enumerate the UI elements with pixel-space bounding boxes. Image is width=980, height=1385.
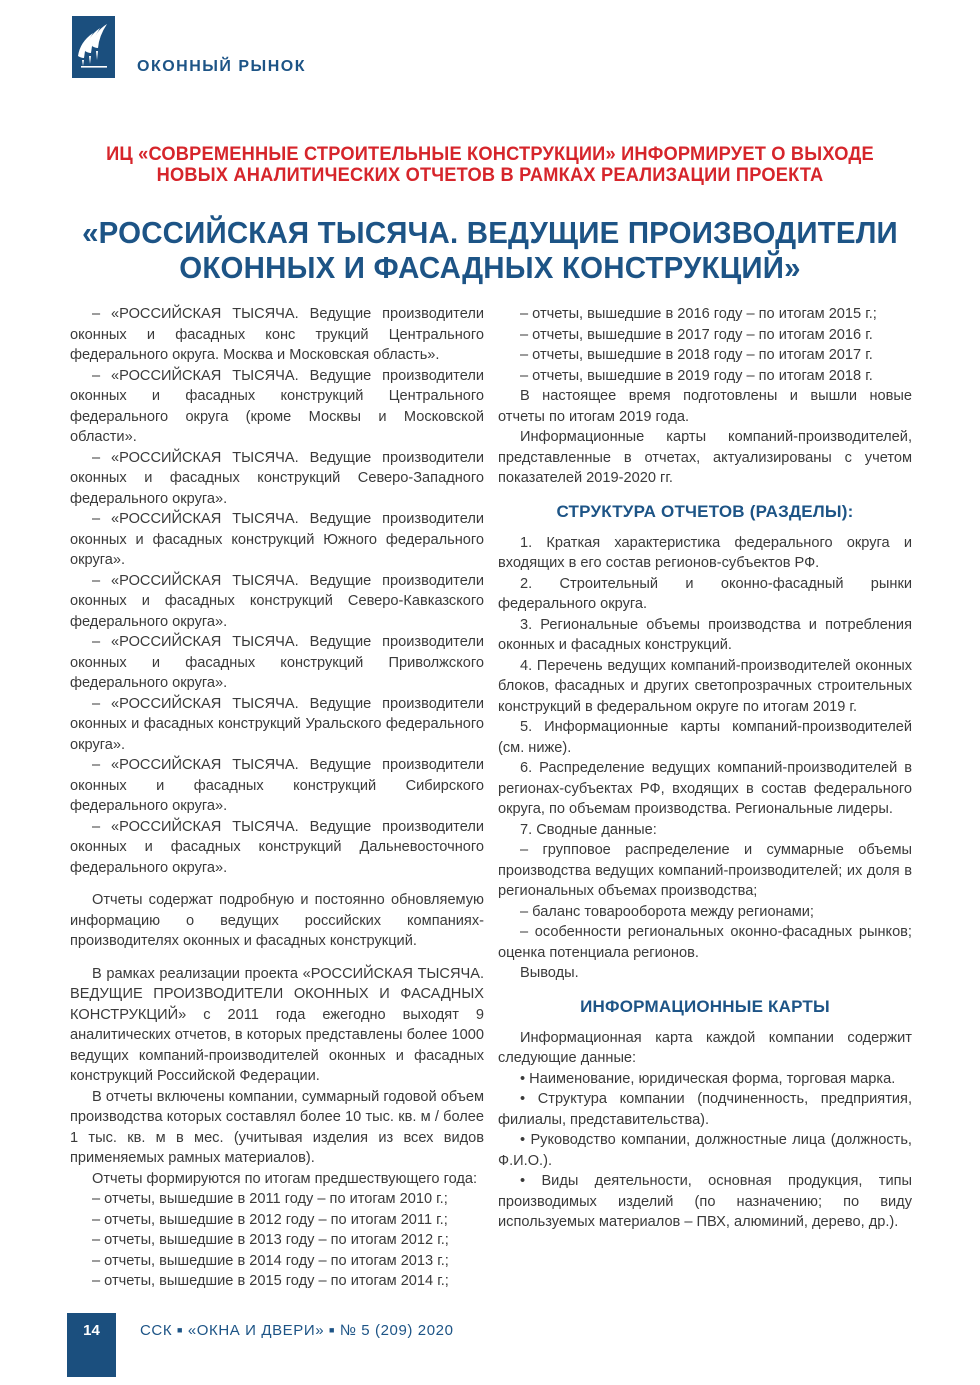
footer-credit-magazine: «ОКНА И ДВЕРИ» [187, 1322, 325, 1339]
footer-credit-issue: № 5 (209) 2020 [339, 1322, 454, 1339]
paragraph: 4. Перечень ведущих компаний-производителей оконных блоков, фасадных и других светопрозрачных строительных конструкций в федеральном округе по итогам 2019 г. [498, 657, 912, 715]
left-column [70, 304, 484, 1292]
paragraph: • Виды деятельности, основная продукция, типы производимых изделий (по назначению; по виду используемых материалов – ПВХ, алюминий, дерево, др.). [498, 1173, 912, 1230]
paragraph: Информационные карты компаний-производителей, представленные в отчетах, актуализированы с учетом показателей 2019-2020 гг. [498, 429, 912, 486]
paragraph: – «РОССИЙСКАЯ ТЫСЯЧА. Ведущие производители оконных и фасадных конструкций Сибирского федерального округа». [70, 757, 484, 814]
paragraph: – «РОССИЙСКАЯ ТЫСЯЧА. Ведущие производители оконных и фасадных конструкций Уральского федерального округа». [70, 695, 484, 753]
paragraph: – отчеты, вышедшие в 2015 году – по итогам 2014 г.; [92, 1273, 449, 1289]
paragraph: – отчеты, вышедшие в 2016 году – по итогам 2015 г.; [520, 306, 877, 322]
paragraph: Отчеты формируются по итогам предшествующего года: [92, 1170, 478, 1187]
paragraph: • Структура компании (подчиненность, предприятия, филиалы, представительства). [498, 1091, 912, 1128]
paragraph: – «РОССИЙСКАЯ ТЫСЯЧА. Ведущие производители оконных и фасадных конструкций Северо-Кавказского федерального округа». [70, 572, 484, 630]
paragraph: 7. Сводные данные: [520, 821, 657, 838]
paragraph: – отчеты, вышедшие в 2018 году – по итогам 2017 г. [520, 347, 873, 363]
kicker-text: ИЦ «СОВРЕМЕННЫЕ СТРОИТЕЛЬНЫЕ КОНСТРУКЦИИ» ИНФОРМИРУЕТ О ВЫХОДЕ НОВЫХ АНАЛИТИЧЕСКИХ ОТЧЕТОВ В РАМКАХ РЕАЛИЗАЦИИ ПРОЕКТА [106, 144, 874, 186]
section-label: ОКОННЫЙ РЫНОК [137, 58, 306, 75]
paragraph: – отчеты, вышедшие в 2011 году – по итогам 2010 г.; [92, 1191, 448, 1207]
page-title: «РОССИЙСКАЯ ТЫСЯЧА. ВЕДУЩИЕ ПРОИЗВОДИТЕЛИ ОКОННЫХ И ФАСАДНЫХ КОНСТРУКЦИЙ» [82, 215, 898, 285]
paragraph: – отчеты, вышедшие в 2012 году – по итогам 2011 г.; [92, 1211, 448, 1228]
section-subheading: ИНФОРМАЦИОННЫЕ КАРТЫ [580, 996, 830, 1016]
paragraph: В настоящее время подготовлены и вышли новые отчеты по итогам 2019 года. [498, 388, 912, 425]
section-subheading: СТРУКТУРА ОТЧЕТОВ (РАЗДЕЛЫ): [556, 501, 854, 521]
square-bullet-icon: ■ [329, 1325, 336, 1335]
paragraph: Выводы. [520, 965, 579, 981]
paragraph: – отчеты, вышедшие в 2013 году – по итогам 2012 г.; [92, 1232, 449, 1248]
paragraph: 2. Строительный и оконно-фасадный рынки федерального округа. [498, 575, 912, 612]
article-body [70, 304, 912, 1292]
square-bullet-icon: ■ [176, 1325, 184, 1335]
paragraph: – групповое распределение и суммарные объемы производства ведущих компаний-производителей; их доля в региональных объемах производства; [498, 842, 912, 899]
paragraph: – «РОССИЙСКАЯ ТЫСЯЧА. Ведущие производители оконных и фасадных конструкций Центрального федерального округа (кроме Москвы и Московской области». [70, 367, 484, 445]
paragraph: Информационная карта каждой компании содержит следующие данные: [498, 1029, 912, 1066]
page-footer [67, 1313, 454, 1377]
paragraph: В отчеты включены компании, суммарный годовой объем производства которых составлял более 10 тыс. кв. м / более 1 тыс. кв. м в мес. (учитывая изделия из всех видов применяемых рамных материалов). [70, 1088, 484, 1166]
right-column [498, 304, 912, 1292]
paragraph: – «РОССИЙСКАЯ ТЫСЯЧА. Ведущие производители оконных и фасадных конс трукций Центрального федерального округа. Москва и Московская область». [70, 306, 484, 363]
paragraph: – отчеты, вышедшие в 2019 году – по итогам 2018 г. [520, 367, 873, 384]
paragraph: • Руководство компании, должностные лица (должность, Ф.И.О.). [498, 1132, 912, 1169]
ssk-logo-icon [72, 16, 115, 78]
paragraph: 5. Информационные карты компаний-производителей (см. ниже). [498, 719, 912, 756]
paragraph: В рамках реализации проекта «РОССИЙСКАЯ ТЫСЯЧА. ВЕДУЩИЕ ПРОИЗВОДИТЕЛИ ОКОННЫХ И ФАСАДНЫХ КОНСТРУКЦИЙ» с 2011 года ежегодно выходят 9 аналитических отчетов, в которых представлены более 1000 ведущих компаний-производителей оконных и фасадных конструкций Российской Федерации. [70, 965, 484, 1084]
paragraph: – баланс товарооборота между регионами; [520, 903, 814, 920]
paragraph: 3. Региональные объемы производства и потребления оконных и фасадных конструкций. [498, 616, 912, 653]
paragraph: – «РОССИЙСКАЯ ТЫСЯЧА. Ведущие производители оконных и фасадных конструкций Приволжского федерального округа». [70, 634, 484, 691]
paragraph: – отчеты, вышедшие в 2017 году – по итогам 2016 г. [520, 326, 873, 343]
paragraph: – «РОССИЙСКАЯ ТЫСЯЧА. Ведущие производители оконных и фасадных конструкций Северо-Западного федерального округа». [70, 449, 484, 507]
paragraph: • Наименование, юридическая форма, торговая марка. [520, 1070, 896, 1087]
page-number: 14 [67, 1313, 116, 1377]
paragraph: – особенности региональных оконно-фасадных рынков; оценка потенциала регионов. [498, 924, 912, 961]
paragraph: Отчеты содержат подробную и постоянно обновляемую информацию о ведущих российских компаниях-производителях оконных и фасадных конструкций. [70, 892, 484, 949]
paragraph: – «РОССИЙСКАЯ ТЫСЯЧА. Ведущие производители оконных и фасадных конструкций Южного федерального округа». [70, 511, 484, 568]
paragraph: 6. Распределение ведущих компаний-производителей в регионах-субъектах РФ, входящих в состав федерального округа, по объемам производства. Региональные лидеры. [498, 760, 912, 817]
footer-credit-ssk: ССК [140, 1322, 173, 1339]
footer-credit [140, 1322, 454, 1339]
paragraph: – «РОССИЙСКАЯ ТЫСЯЧА. Ведущие производители оконных и фасадных конструкций Дальневосточного федерального округа». [70, 818, 484, 876]
page-header [72, 16, 306, 78]
paragraph: – отчеты, вышедшие в 2014 году – по итогам 2013 г.; [92, 1252, 449, 1269]
paragraph: 1. Краткая характеристика федерального округа и входящих в его состав регионов-субъектов РФ. [498, 534, 912, 571]
